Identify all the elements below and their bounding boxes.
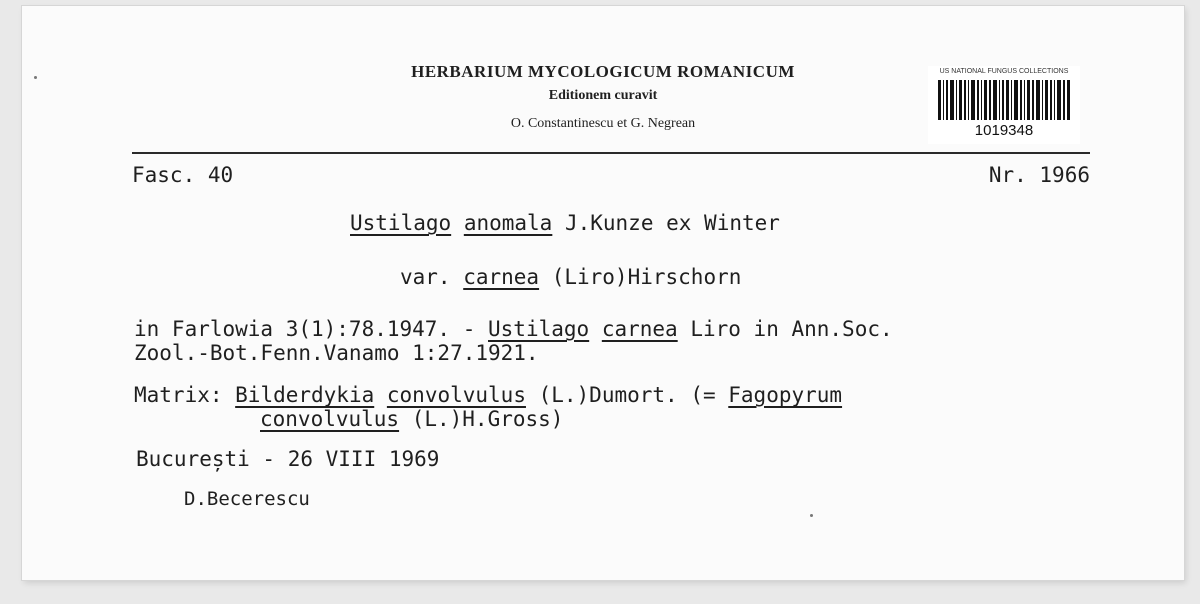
- barcode-icon: [938, 80, 1070, 120]
- matrix-synonym-epithet: convolvulus: [260, 407, 400, 431]
- matrix-authority: (L.)Dumort. (=: [525, 383, 729, 407]
- matrix-genus: Bilderdykia: [235, 383, 375, 407]
- matrix-synonym-genus: Fagopyrum: [728, 383, 843, 407]
- citation-text-b: Liro in Ann.Soc.: [677, 317, 893, 341]
- herbarium-label: [22, 6, 1184, 580]
- citation-text-a: in Farlowia 3(1):78.1947. -: [134, 317, 489, 341]
- variety-name: [400, 266, 741, 288]
- taxon-epithet: anomala: [463, 211, 553, 235]
- citation-epithet: carnea: [601, 317, 678, 341]
- citation-genus: Ustilago: [488, 317, 590, 341]
- editors-line: O. Constantinescu et G. Negrean: [510, 116, 696, 131]
- paper-speck: [810, 514, 813, 517]
- edition-line: Editionem curavit: [548, 88, 658, 103]
- matrix-line-2: [260, 408, 563, 430]
- matrix-epithet: convolvulus: [386, 383, 526, 407]
- fascicle-number: Fasc. 40: [132, 163, 234, 187]
- matrix-synonym-authority: (L.)H.Gross): [399, 407, 564, 431]
- barcode-label: [928, 66, 1080, 144]
- header-divider: [132, 152, 1090, 154]
- specimen-number: Nr. 1966: [988, 163, 1090, 187]
- collector-name: D.Becerescu: [184, 488, 310, 510]
- taxon-genus: Ustilago: [350, 211, 452, 235]
- paper-speck: [34, 76, 37, 79]
- taxon-authority: J.Kunze ex Winter: [552, 211, 780, 235]
- variety-prefix: var.: [400, 265, 464, 289]
- variety-authority: (Liro)Hirschorn: [539, 265, 742, 289]
- barcode-institution: US NATIONAL FUNGUS COLLECTIONS: [939, 68, 1069, 75]
- citation-line-1: [134, 318, 893, 340]
- matrix-prefix: Matrix:: [134, 383, 236, 407]
- variety-epithet: carnea: [463, 265, 540, 289]
- barcode-number: 1019348: [974, 122, 1034, 139]
- taxon-name: [350, 212, 780, 234]
- matrix-line-1: [134, 384, 842, 406]
- herbarium-title: HERBARIUM MYCOLOGICUM ROMANICUM: [411, 62, 795, 81]
- citation-line-2: Zool.-Bot.Fenn.Vanamo 1:27.1921.: [134, 341, 539, 365]
- locality-date: București - 26 VIII 1969: [136, 447, 440, 471]
